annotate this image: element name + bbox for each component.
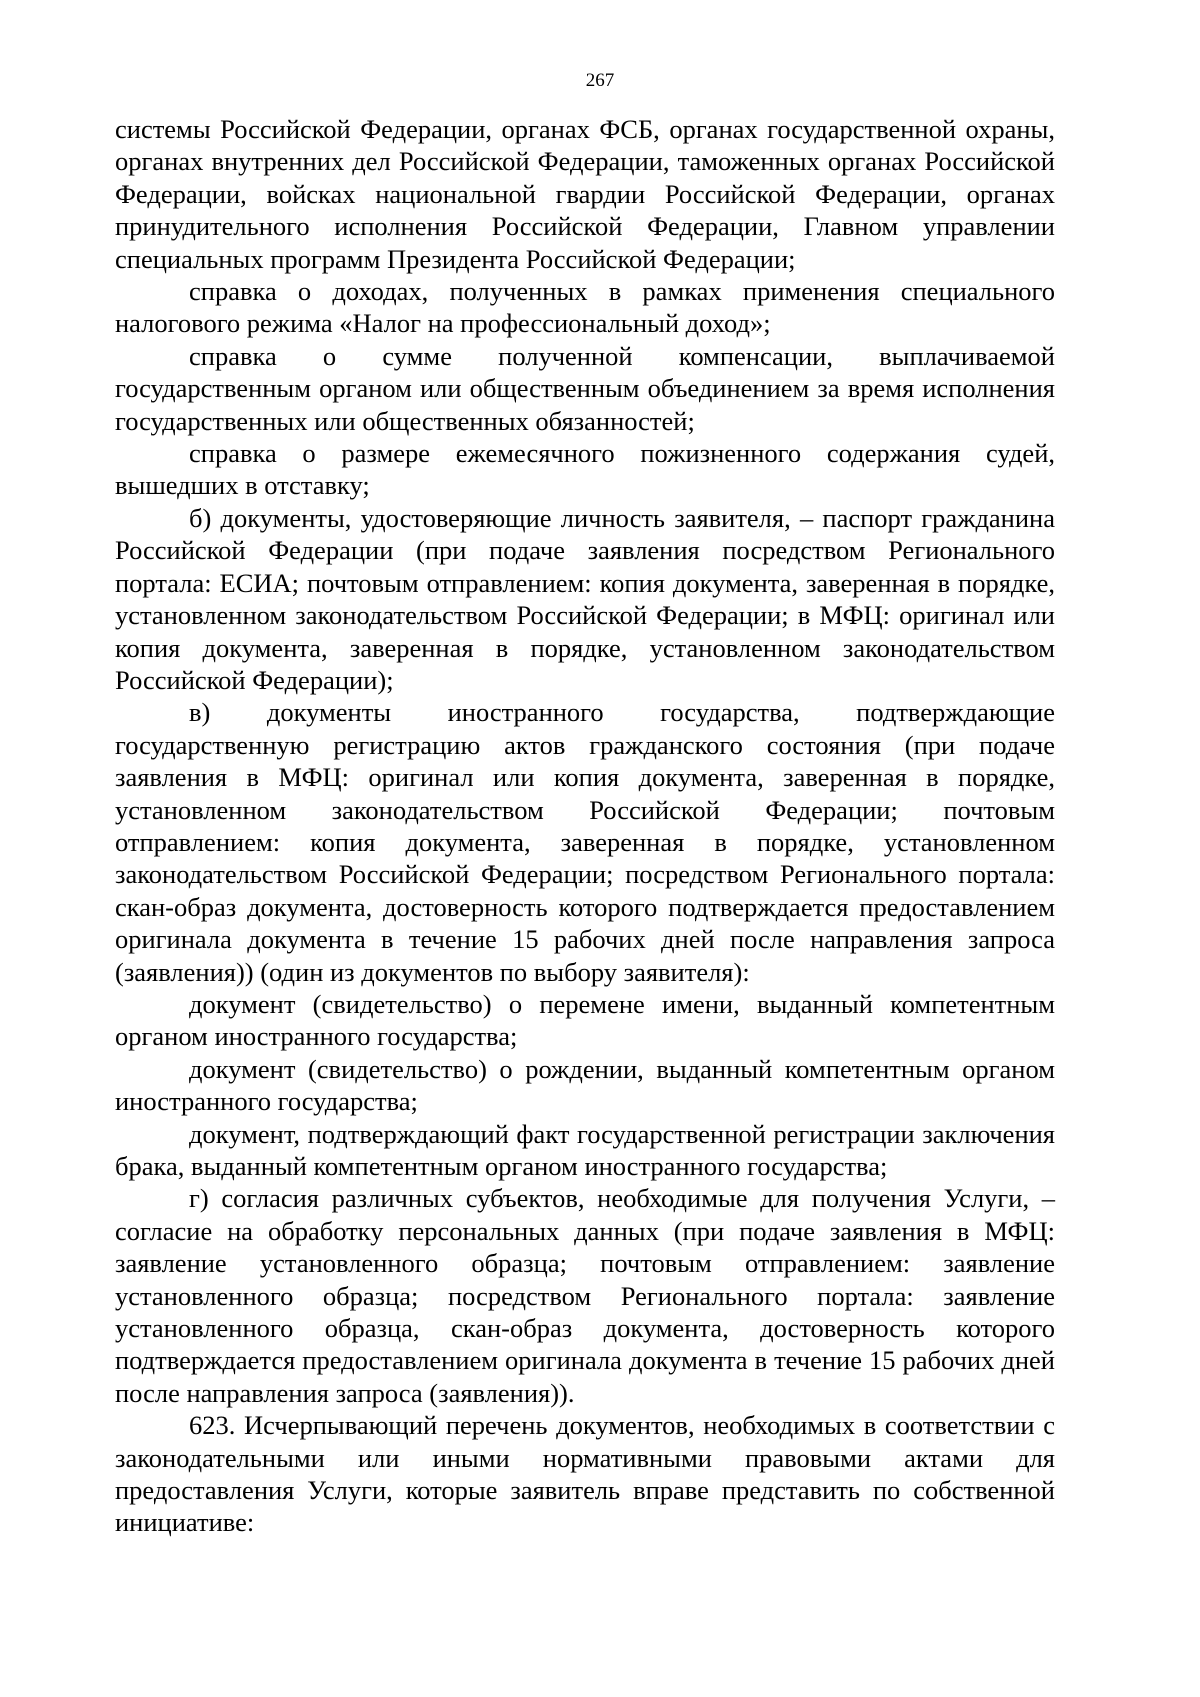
paragraph: справка о доходах, полученных в рамках применения специального налогового режима «Налог на профессиональный доход»; [115,276,1055,339]
paragraph: справка о размере ежемесячного пожизненного содержания судей, вышедших в отставку; [115,438,1055,501]
paragraph: 623. Исчерпывающий перечень документов, необходимых в соответствии с законодательными или иными нормативными правовыми актами для предоставления Услуги, которые заявитель вправе представить по собственной инициативе: [115,1410,1055,1538]
document-text [115,113,1055,1539]
page-number: 267 [585,70,615,91]
paragraph-continuation: системы Российской Федерации, органах ФСБ, органах государственной охраны, органах внутренних дел Российской Федерации, таможенных органах Российской Федерации, войсках национальной гвардии Российской Федерации, органах принудительного исполнения Российской Федерации, Главном управлении специальных программ Президента Российской Федерации; [115,114,1055,274]
paragraph: б) документы, удостоверяющие личность заявителя, – паспорт гражданина Российской Федерации (при подаче заявления посредством Регионального портала: ЕСИА; почтовым отправлением: копия документа, заверенная в порядке, установленном законодательством Российской Федерации; в МФЦ: оригинал или копия документа, заверенная в порядке, установленном законодательством Российской Федерации); [115,502,1055,695]
paragraph: документ (свидетельство) о перемене имени, выданный компетентным органом иностранного государства; [115,988,1055,1052]
paragraph: г) согласия различных субъектов, необходимые для получения Услуги, – согласие на обработку персональных данных (при подаче заявления в МФЦ: заявление установленного образца; почтовым отправлением: заявление установленного образца; посредством Регионального портала: заявление установленного образца, скан-образ документа, достоверность которого подтверждается предоставлением оригинала документа в течение 15 рабочих дней после направления запроса (заявления)). [115,1183,1055,1408]
paragraph: в) документы иностранного государства, подтверждающие государственную регистрацию актов гражданского состояния (при подаче заявления в МФЦ: оригинал или копия документа, заверенная в порядке, установленном законодательством Российской Федерации; почтовым отправлением: копия документа, заверенная в порядке, установленном законодательством Российской Федерации; посредством Регионального портала: скан-образ документа, достоверность которого подтверждается предоставлением оригинала документа в течение 15 рабочих дней после направления запроса (заявления)) (один из документов по выбору заявителя): [115,697,1055,987]
paragraph: документ, подтверждающий факт государственной регистрации заключения брака, выданный компетентным органом иностранного государства; [115,1118,1055,1181]
paragraph: справка о сумме полученной компенсации, выплачиваемой государственным органом или общественным объединением за время исполнения государственных или общественных обязанностей; [115,340,1055,436]
paragraph: документ (свидетельство) о рождении, выданный компетентным органом иностранного государства; [115,1053,1055,1117]
